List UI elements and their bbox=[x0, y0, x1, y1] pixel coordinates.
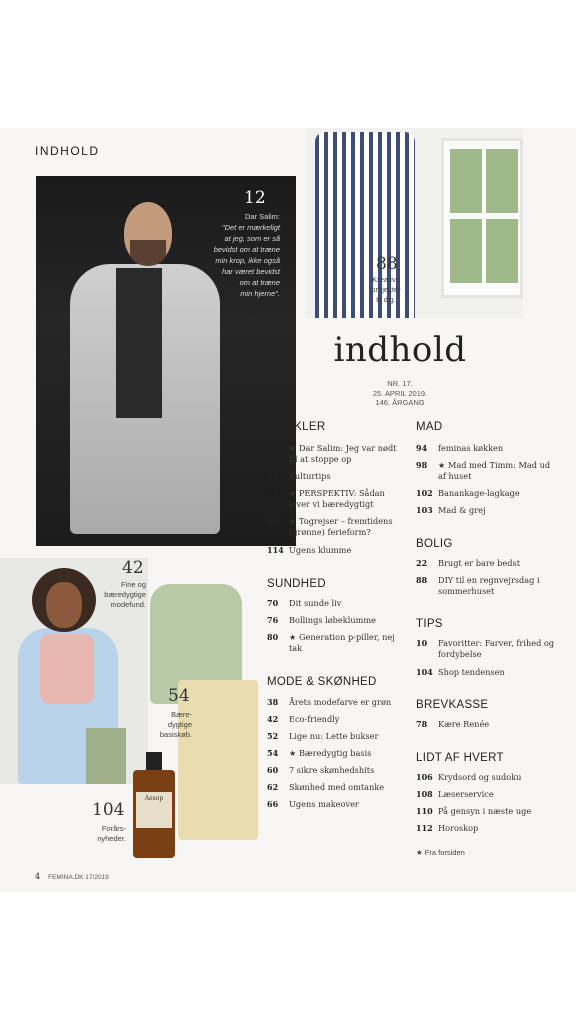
caption-line: at jeg, som er så bbox=[224, 234, 280, 243]
toc-page-number: 70 bbox=[267, 598, 279, 608]
toc-page-number: 110 bbox=[416, 806, 433, 816]
toc-title: Kulturtips bbox=[289, 471, 331, 481]
woman-photo-number: 42 bbox=[122, 558, 144, 578]
man-photo-number: 12 bbox=[244, 188, 266, 208]
toc-title: Årets modefarve er grøn bbox=[289, 697, 392, 707]
caption-line: min hjerne". bbox=[240, 289, 280, 298]
bottle-label bbox=[136, 792, 172, 828]
toc-page-number: 103 bbox=[416, 505, 433, 515]
toc-title: Brugt er bare bedst bbox=[438, 558, 521, 568]
caption-line: til dig. bbox=[376, 295, 396, 304]
caption-line: Forårs- bbox=[101, 824, 126, 833]
page-header-label: INDHOLD bbox=[35, 144, 100, 158]
issue-line: NR. 17. bbox=[387, 379, 413, 388]
toc-page-number: 84 bbox=[267, 516, 279, 526]
toc-page-number: 52 bbox=[267, 731, 279, 741]
beard-shape bbox=[130, 240, 166, 266]
toc-title: Ugens klumme bbox=[289, 545, 352, 555]
toc-page-number: 78 bbox=[416, 719, 428, 729]
caption-line: bæredygtige bbox=[104, 590, 146, 599]
robe-photo-number: 88 bbox=[376, 254, 398, 274]
section-title-mad: MAD bbox=[416, 421, 443, 433]
caption-line: projekter bbox=[371, 285, 401, 294]
window-shape bbox=[441, 138, 523, 298]
toc-title: Favoritter: Farver, frihed og fordybelse bbox=[438, 638, 555, 659]
front-page-legend: ★ Fra forsiden bbox=[416, 848, 465, 857]
toc-page-number: 106 bbox=[416, 772, 433, 782]
caption-line: bevidst om at træne bbox=[213, 245, 280, 254]
pump-shape bbox=[146, 752, 162, 772]
toc-title: DIY til en regnvejrsdag i sommerhuset bbox=[438, 575, 540, 596]
toc-title: Dit sunde liv bbox=[289, 598, 342, 608]
toc-title: ★ Togrejser – fremtidens (grønne) ferieform? bbox=[289, 516, 393, 537]
toc-page-number: 12 bbox=[267, 443, 279, 453]
toc-page-number: 80 bbox=[267, 632, 279, 642]
section-title-mode: MODE & SKØNHED bbox=[267, 676, 377, 688]
toc-page-number: 76 bbox=[267, 615, 279, 625]
toc-title: Kære Renée bbox=[438, 719, 490, 729]
basics-number: 54 bbox=[168, 686, 190, 706]
toc-title: Læserservice bbox=[438, 789, 494, 799]
toc-title: Skønhed med omtanke bbox=[289, 782, 385, 792]
caption-line: Fine og bbox=[120, 580, 146, 589]
beige-pants-product bbox=[178, 680, 258, 840]
toc-page-number: 114 bbox=[267, 545, 284, 555]
section-title-tips: TIPS bbox=[416, 618, 443, 630]
issue-info bbox=[300, 379, 500, 408]
toc-title: feminas køkken bbox=[438, 443, 504, 453]
bottle-number: 104 bbox=[92, 800, 125, 820]
toc-page-number: 94 bbox=[416, 443, 428, 453]
face-shape bbox=[46, 582, 82, 628]
woman-photo-caption bbox=[100, 580, 146, 610]
caption-line: nyheder. bbox=[97, 834, 126, 843]
caption-line: min krop, ikke også bbox=[215, 256, 280, 265]
toc-page-number: 112 bbox=[416, 823, 433, 833]
toc-page-number: 31 bbox=[267, 488, 279, 498]
toc-title: Horoskop bbox=[438, 823, 479, 833]
toc-title: Mad & grej bbox=[438, 505, 486, 515]
man-photo-caption bbox=[170, 211, 280, 299]
toc-page-number: 60 bbox=[267, 765, 279, 775]
window-pane bbox=[486, 219, 518, 283]
caption-line: "Det er mærkeligt bbox=[221, 223, 280, 232]
window-pane bbox=[450, 219, 482, 283]
caption-line: om at træne bbox=[239, 278, 280, 287]
toc-page-number: 108 bbox=[416, 789, 433, 799]
toc-title: Eco-friendly bbox=[289, 714, 340, 724]
toc-page-number: 98 bbox=[416, 460, 428, 470]
toc-title: Lige nu: Lette bukser bbox=[289, 731, 379, 741]
bottle-brand: Aesop bbox=[144, 795, 164, 802]
basics-caption bbox=[150, 710, 192, 740]
caption-line: basiskøb. bbox=[159, 730, 192, 739]
toc-title: Banankage-lagkage bbox=[438, 488, 520, 498]
section-title-brevkasse: BREVKASSE bbox=[416, 699, 489, 711]
toc-page-number: 38 bbox=[267, 697, 279, 707]
toc-title: ★ Dar Salim: Jeg var nødt til at stoppe op bbox=[289, 443, 397, 464]
toc-title: ★ Generation p-piller, nej tak bbox=[289, 632, 395, 653]
toc-page-number: 104 bbox=[416, 667, 433, 677]
section-title-artikler: ARTIKLER bbox=[267, 421, 326, 433]
toc-title: ★ PERSPEKTIV: Sådan lever vi bæredygtigt bbox=[289, 488, 385, 509]
page-title: indhold bbox=[333, 330, 467, 370]
toc-page-number: 62 bbox=[267, 782, 279, 792]
robe-photo bbox=[305, 128, 523, 318]
page-number: 4 bbox=[35, 872, 41, 881]
caption-line: har været bevidst bbox=[222, 267, 280, 276]
caption-line: dygtige bbox=[167, 720, 192, 729]
bottle-caption bbox=[84, 824, 126, 844]
pants-shape bbox=[86, 728, 126, 784]
caption-line: Kreative bbox=[372, 275, 400, 284]
section-title-lidt-af-hvert: LIDT AF HVERT bbox=[416, 752, 504, 764]
toc-page-number: 10 bbox=[416, 638, 428, 648]
publication-label: FEMINA.DK 17/2019 bbox=[48, 874, 109, 881]
robe-photo-caption bbox=[368, 275, 404, 305]
toc-title: 7 sikre skønhedshits bbox=[289, 765, 375, 775]
toc-title: Shop tendensen bbox=[438, 667, 505, 677]
section-title-bolig: BOLIG bbox=[416, 538, 453, 550]
section-title-sundhed: SUNDHED bbox=[267, 578, 326, 590]
issue-line: 146. ÅRGANG bbox=[375, 398, 425, 407]
toc-title: På gensyn i næste uge bbox=[438, 806, 532, 816]
toc-title: ★ Bæredygtig basis bbox=[289, 748, 372, 758]
toc-title: Ugens makeover bbox=[289, 799, 359, 809]
window-pane bbox=[450, 149, 482, 213]
shirt-shape bbox=[116, 268, 162, 418]
aesop-bottle-product bbox=[133, 752, 175, 858]
page-footer bbox=[35, 872, 109, 881]
toc-page-number: 42 bbox=[267, 714, 279, 724]
toc-title: Bollings løbeklumme bbox=[289, 615, 376, 625]
caption-line: modefund. bbox=[110, 600, 146, 609]
vest-shape bbox=[40, 634, 94, 704]
toc-page-number: 22 bbox=[416, 558, 428, 568]
toc-page-number: 102 bbox=[416, 488, 433, 498]
toc-page-number: 66 bbox=[267, 799, 279, 809]
caption-line: Bære- bbox=[171, 710, 192, 719]
window-pane bbox=[486, 149, 518, 213]
toc-title: ★ Mad med Timm: Mad ud af huset bbox=[438, 460, 551, 481]
caption-line: Dar Salim: bbox=[244, 212, 280, 221]
toc-page-number: 54 bbox=[267, 748, 279, 758]
toc-title: Krydsord og sudoku bbox=[438, 772, 522, 782]
issue-line: 25. APRIL 2019. bbox=[372, 388, 428, 398]
toc-page-number: 88 bbox=[416, 575, 428, 585]
toc-page-number: 18 bbox=[267, 471, 279, 481]
